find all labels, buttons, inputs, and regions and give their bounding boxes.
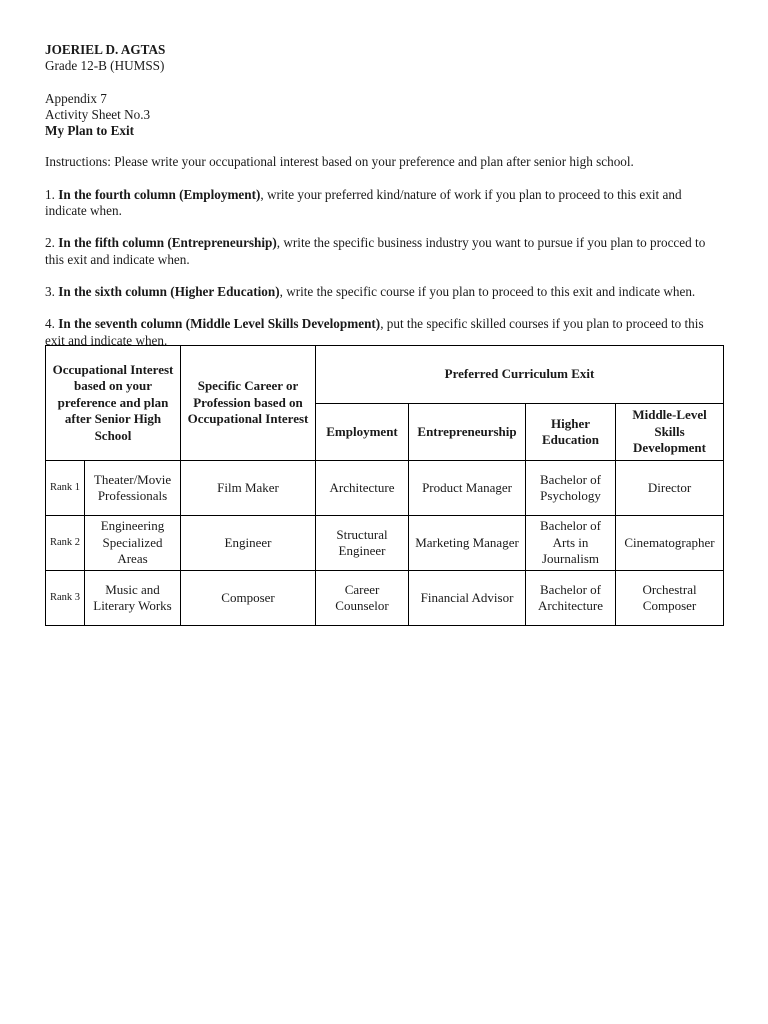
middle-level-cell: Cinematographer bbox=[616, 516, 724, 571]
table-header-row bbox=[46, 346, 724, 404]
higher-education-cell: Bachelor of Psychology bbox=[526, 461, 616, 516]
instruction-bold: In the sixth column (Higher Education) bbox=[58, 283, 280, 299]
header-middle-level-skills: Middle-Level Skills Development bbox=[616, 404, 724, 461]
instruction-bold: In the seventh column (Middle Level Skills Development) bbox=[58, 316, 381, 332]
higher-education-cell: Bachelor of Arts in Journalism bbox=[526, 516, 616, 571]
career-cell: Engineer bbox=[181, 516, 316, 571]
appendix-label: Appendix 7 bbox=[45, 90, 107, 106]
employment-cell: Architecture bbox=[316, 461, 409, 516]
header-higher-education: Higher Education bbox=[526, 404, 616, 461]
instruction-number: 2. bbox=[45, 235, 59, 251]
student-name: JOERIEL D. AGTAS bbox=[45, 42, 166, 57]
document-page bbox=[45, 42, 725, 349]
instruction-item-1 bbox=[45, 187, 725, 220]
interest-cell: Engineering Specialized Areas bbox=[85, 516, 181, 571]
interest-cell: Theater/Movie Professionals bbox=[85, 461, 181, 516]
header-preferred-curriculum-exit: Preferred Curriculum Exit bbox=[316, 346, 724, 404]
instruction-text: , write the specific course if you plan to proceed to this exit and indicate when. bbox=[279, 283, 696, 299]
rank-cell: Rank 3 bbox=[46, 571, 85, 626]
activity-sheet-label: Activity Sheet No.3 bbox=[45, 106, 151, 122]
employment-cell: Career Counselor bbox=[316, 571, 409, 626]
instructions-intro: Instructions: Please write your occupational interest based on your preference and plan after senior high school. bbox=[45, 154, 634, 170]
instruction-item-2 bbox=[45, 235, 725, 268]
rank-cell: Rank 1 bbox=[46, 461, 85, 516]
middle-level-cell: Orchestral Composer bbox=[616, 571, 724, 626]
curriculum-exit-table bbox=[45, 345, 724, 626]
instruction-number: 4. bbox=[45, 316, 59, 332]
instruction-text: , write your preferred kind/nature of work if you plan to proceed to this exit and indicate when. bbox=[45, 186, 682, 219]
student-grade: Grade 12-B (HUMSS) bbox=[45, 58, 165, 74]
instruction-bold: In the fifth column (Entrepreneurship) bbox=[58, 235, 277, 251]
middle-level-cell: Director bbox=[616, 461, 724, 516]
instruction-item-4 bbox=[45, 316, 725, 349]
table-row bbox=[46, 571, 724, 626]
career-cell: Composer bbox=[181, 571, 316, 626]
rank-cell: Rank 2 bbox=[46, 516, 85, 571]
header-employment: Employment bbox=[316, 404, 409, 461]
header-entrepreneurship: Entrepreneurship bbox=[409, 404, 526, 461]
instruction-number: 3. bbox=[45, 283, 59, 299]
instruction-number: 1. bbox=[45, 186, 59, 202]
instruction-text: , write the specific business industry you want to pursue if you plan to procced to this exit and indicate when. bbox=[45, 235, 706, 267]
table-row bbox=[46, 461, 724, 516]
higher-education-cell: Bachelor of Architecture bbox=[526, 571, 616, 626]
table-row bbox=[46, 516, 724, 571]
employment-cell: Structural Engineer bbox=[316, 516, 409, 571]
entrepreneurship-cell: Product Manager bbox=[409, 461, 526, 516]
entrepreneurship-cell: Marketing Manager bbox=[409, 516, 526, 571]
document-title: My Plan to Exit bbox=[45, 123, 135, 139]
instruction-text: , put the specific skilled courses if you plan to proceed to this exit and indicate when. bbox=[45, 316, 704, 348]
header-occupational-interest: Occupational Interest based on your preference and plan after Senior High School bbox=[46, 346, 181, 461]
interest-cell: Music and Literary Works bbox=[85, 571, 181, 626]
career-cell: Film Maker bbox=[181, 461, 316, 516]
entrepreneurship-cell: Financial Advisor bbox=[409, 571, 526, 626]
instruction-item-3 bbox=[45, 284, 725, 300]
header-specific-career: Specific Career or Profession based on Occupational Interest bbox=[181, 346, 316, 461]
instruction-bold: In the fourth column (Employment) bbox=[58, 186, 261, 202]
